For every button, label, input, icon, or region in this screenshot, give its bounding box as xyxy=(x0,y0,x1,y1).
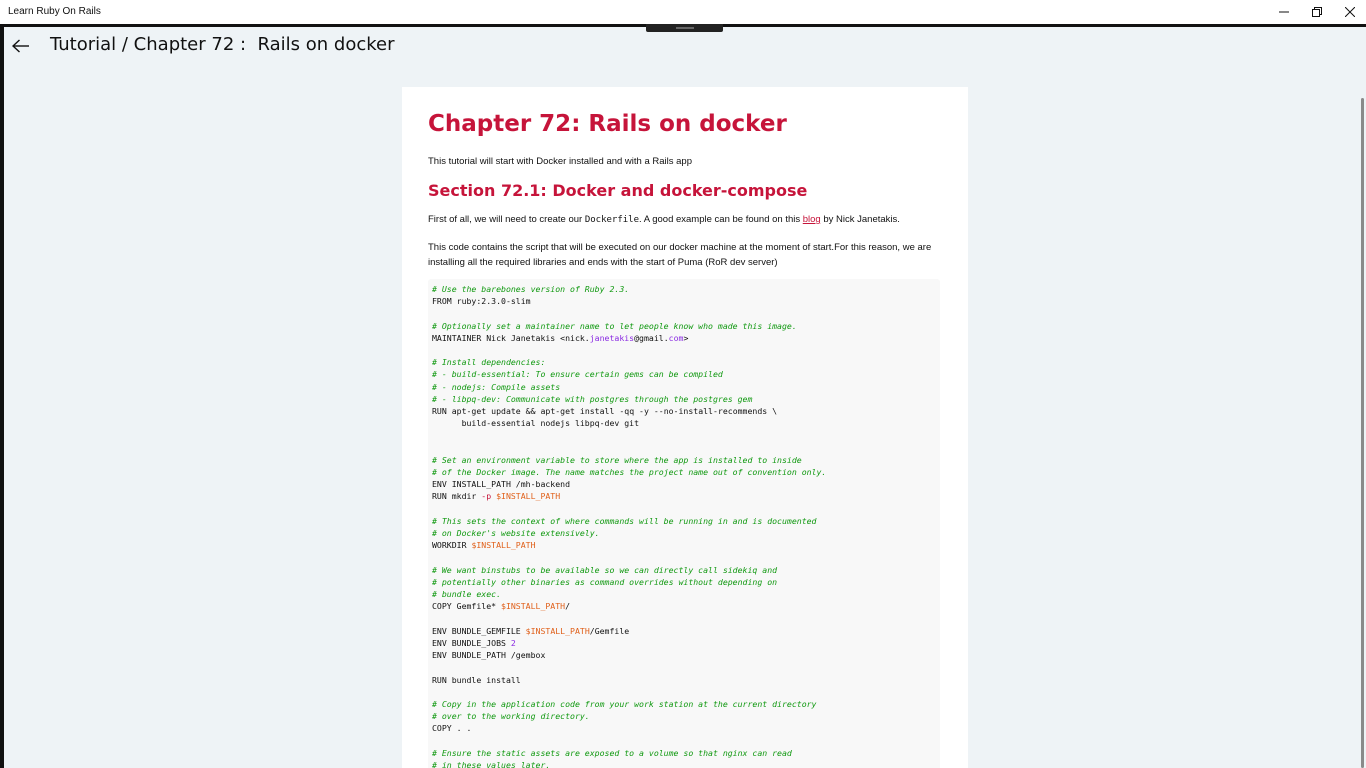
code-line xyxy=(432,491,560,501)
minimize-button[interactable] xyxy=(1267,0,1300,24)
title-bar xyxy=(0,0,1366,25)
code-listing xyxy=(428,279,940,768)
code-line xyxy=(432,626,629,636)
close-button[interactable] xyxy=(1333,0,1366,24)
code-text: build-essential nodejs libpq-dev git xyxy=(432,418,640,429)
blog-link[interactable]: blog xyxy=(802,214,821,225)
code-line xyxy=(432,589,501,599)
section-title: Section 72.1: Docker and docker-compose xyxy=(428,181,808,200)
code-text: ENV BUNDLE_PATH /gembox xyxy=(432,650,546,661)
code-text: /Gemfile xyxy=(589,625,630,636)
code-line xyxy=(432,711,590,721)
code-variable: $INSTALL_PATH xyxy=(501,601,566,612)
code-line xyxy=(432,638,516,648)
code-comment: # over to the working directory. xyxy=(432,711,590,722)
code-line xyxy=(432,699,817,709)
code-comment: # We want binstubs to be available so we can directly call sidekiq and xyxy=(432,564,778,575)
code-line xyxy=(432,748,792,758)
para1-text-start: First of all, we will need to create our xyxy=(428,214,585,225)
code-number: 2 xyxy=(510,637,516,648)
code-comment: # This sets the context of where commands will be running in and is documented xyxy=(432,515,817,526)
code-keyword: janetakis xyxy=(589,332,635,343)
code-text: COPY Gemfile* xyxy=(432,601,502,612)
arrow-left-icon xyxy=(12,39,30,53)
restore-button[interactable] xyxy=(1300,0,1333,24)
code-line xyxy=(432,406,777,416)
minimize-icon xyxy=(1279,7,1289,17)
code-variable: $INSTALL_PATH xyxy=(471,540,536,551)
code-line xyxy=(432,650,545,660)
code-line xyxy=(432,675,521,685)
code-line xyxy=(432,723,471,733)
code-comment: # potentially other binaries as command overrides without depending on xyxy=(432,576,778,587)
para1-text-end: by Nick Janetakis. xyxy=(820,214,900,225)
code-comment: # of the Docker image. The name matches the project name out of convention only. xyxy=(432,467,827,478)
code-comment: # Copy in the application code from your work station at the current directory xyxy=(432,698,817,709)
para1-text-middle: . A good example can be found on this xyxy=(639,214,803,225)
code-line xyxy=(432,601,570,611)
code-line xyxy=(432,369,723,379)
code-line xyxy=(432,418,639,428)
intro-paragraph: This tutorial will start with Docker installed and with a Rails app xyxy=(428,156,692,167)
code-text: ENV BUNDLE_GEMFILE xyxy=(432,625,526,636)
vertical-scrollbar[interactable] xyxy=(1361,98,1364,768)
close-icon xyxy=(1345,7,1355,17)
frame-left-border xyxy=(0,24,4,768)
code-line xyxy=(432,467,826,477)
code-line xyxy=(432,516,817,526)
code-line xyxy=(432,321,797,331)
code-text: ENV INSTALL_PATH /mh-backend xyxy=(432,479,571,490)
code-line xyxy=(432,382,560,392)
chapter-title: Chapter 72: Rails on docker xyxy=(428,111,787,137)
code-text: RUN mkdir xyxy=(432,491,482,502)
code-comment: # - libpq-dev: Communicate with postgres through the postgres gem xyxy=(432,393,753,404)
code-line xyxy=(432,577,777,587)
code-text: RUN bundle install xyxy=(432,674,521,685)
tablet-mode-handle-grip xyxy=(676,27,694,29)
code-comment: # Install dependencies: xyxy=(432,357,546,368)
code-variable: $INSTALL_PATH xyxy=(525,625,590,636)
code-comment: # Optionally set a maintainer name to let people know who made this image. xyxy=(432,320,797,331)
code-comment: # Set an environment variable to store where the app is installed to inside xyxy=(432,454,802,465)
code-line xyxy=(432,296,531,306)
code-text: ENV BUNDLE_JOBS xyxy=(432,637,511,648)
code-comment: # in these values later. xyxy=(432,759,551,768)
code-line xyxy=(432,760,550,768)
code-text: @gmail. xyxy=(634,332,669,343)
code-line xyxy=(432,284,629,294)
window-controls xyxy=(1267,0,1366,24)
code-line xyxy=(432,394,752,404)
restore-icon xyxy=(1312,7,1322,17)
code-text: apt-get install -qq -y --no-install-recommends \ xyxy=(535,406,778,417)
script-description-paragraph: This code contains the script that will be executed on our docker machine at the moment of start.For this reason, we are installing all the required libraries and ends with the start of Puma (RoR dev server) xyxy=(428,242,932,268)
code-comment: # - build-essential: To ensure certain gems can be compiled xyxy=(432,369,723,380)
code-comment: # on Docker's website extensively. xyxy=(432,528,600,539)
code-keyword: com xyxy=(668,332,684,343)
code-text: RUN apt-get update xyxy=(432,406,526,417)
code-comment: # Use the barebones version of Ruby 2.3. xyxy=(432,284,630,294)
code-line xyxy=(432,540,536,550)
code-line xyxy=(432,455,802,465)
code-text: WORKDIR xyxy=(432,540,472,551)
code-comment: # Ensure the static assets are exposed to a volume so that nginx can read xyxy=(432,747,792,758)
code-line xyxy=(432,333,688,343)
document-card xyxy=(402,87,968,768)
dockerfile-inline-code: Dockerfile xyxy=(584,215,640,225)
code-comment: # bundle exec. xyxy=(432,589,502,600)
code-block xyxy=(428,279,940,768)
code-text: COPY . . xyxy=(432,723,472,734)
code-line xyxy=(432,565,777,575)
code-line xyxy=(432,528,600,538)
dockerfile-paragraph xyxy=(428,214,900,225)
page-title: Tutorial / Chapter 72 : Rails on docker xyxy=(50,34,395,55)
back-button[interactable] xyxy=(10,35,32,57)
code-variable: $INSTALL_PATH xyxy=(491,491,561,502)
code-line xyxy=(432,357,545,367)
code-operator: && xyxy=(525,406,536,417)
code-line xyxy=(432,479,570,489)
code-text: > xyxy=(683,332,689,343)
code-comment: # - nodejs: Compile assets xyxy=(432,381,561,392)
code-text: FROM ruby:2.3.0-slim xyxy=(432,296,531,307)
code-flag: -p xyxy=(481,491,492,502)
code-text: MAINTAINER Nick Janetakis <nick. xyxy=(432,332,590,343)
app-title: Learn Ruby On Rails xyxy=(8,6,101,17)
code-text: / xyxy=(565,601,571,612)
